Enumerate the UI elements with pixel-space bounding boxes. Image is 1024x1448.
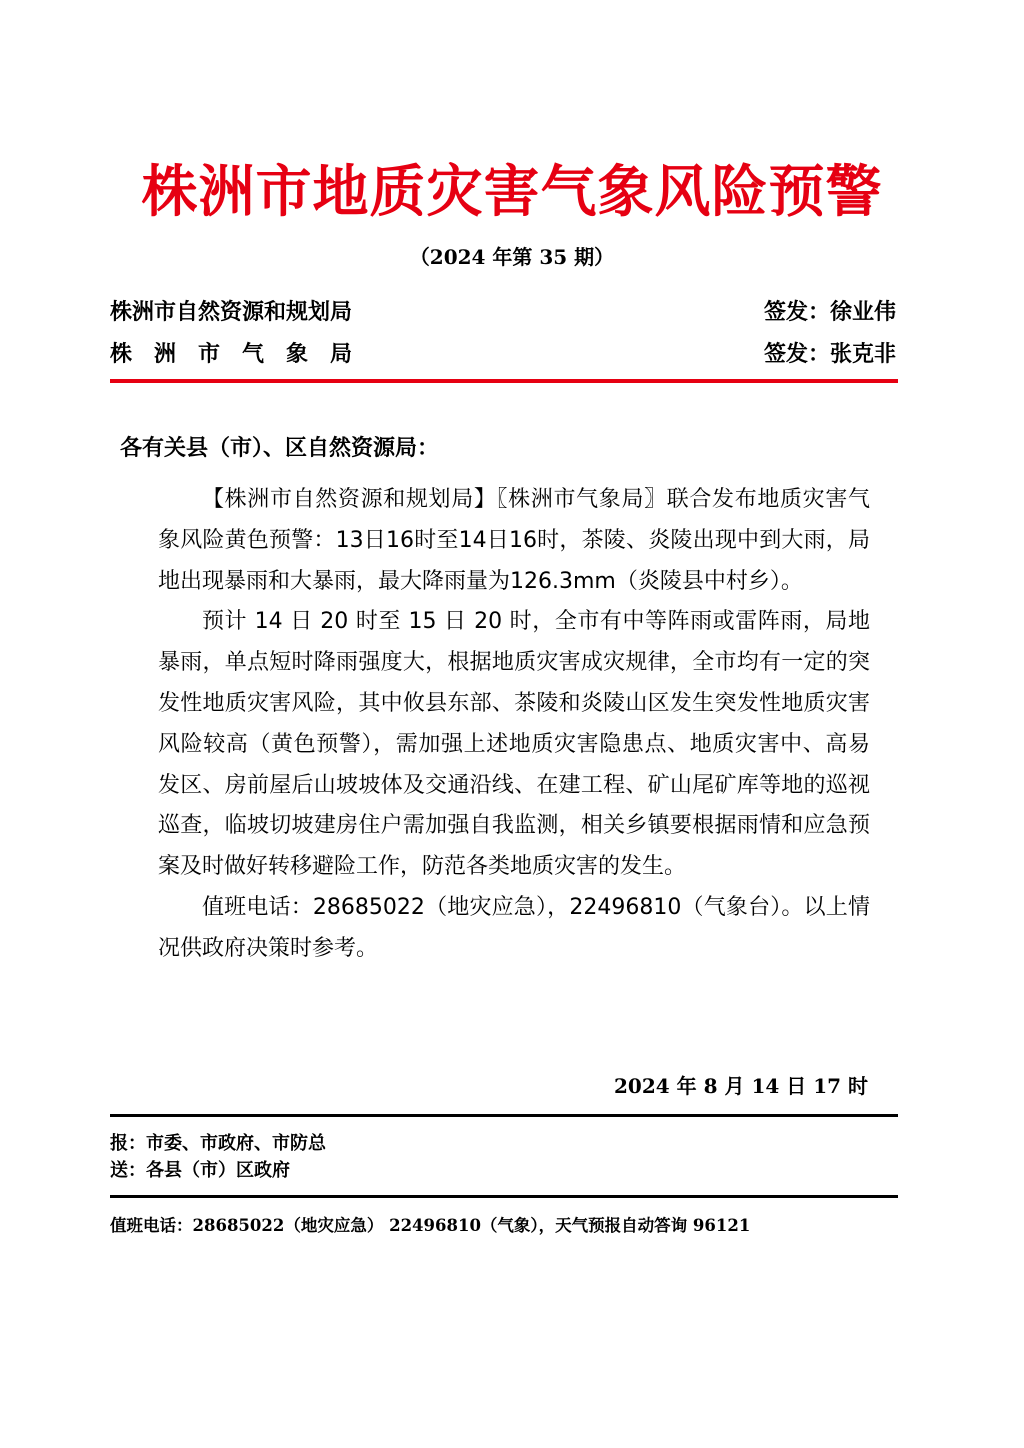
- issuer-signature: [764, 336, 896, 372]
- report-to: 报：市委、市政府、市防总: [110, 1133, 326, 1154]
- document-body: [158, 480, 870, 970]
- document-title: 株洲市地质灾害气象风险预警: [141, 159, 883, 225]
- issuer-org: 株洲市气象局: [110, 341, 375, 367]
- sign-label: 签发：: [763, 299, 830, 325]
- issuer-row-1: [110, 294, 896, 330]
- body-paragraph: 预计 14 日 20 时至 15 日 20 时，全市有中等阵雨或雷阵雨，局地暴雨，单点短时降雨强度大，根据地质灾害成灾规律，全市均有一定的突发性地质灾害风险，其中攸县东部、茶陵和炎陵山区发生突发性地质灾害风险较高（黄色预警），需加强上述地质灾害隐患点、地质灾害中、高易发区、房前屋后山坡坡体及交通沿线、在建工程、矿山尾矿库等地的巡视巡查，临坡切坡建房住户需加强自我监测，相关乡镇要根据雨情和应急预案及时做好转移避险工作，防范各类地质灾害的发生。: [158, 609, 870, 880]
- signer-name: 张克非: [829, 341, 896, 367]
- issuer-row-2: [110, 336, 896, 372]
- header-divider-red: [110, 379, 898, 383]
- distribution-divider-bottom: [110, 1195, 898, 1198]
- sign-date: 2024 年 8 月 14 日 17 时: [614, 1074, 868, 1098]
- duty-phone-footer: 值班电话：28685022（地灾应急） 22496810（气象），天气预报自动答询 96121: [110, 1216, 751, 1235]
- issuer-signature: [764, 294, 896, 330]
- issuer-org: 株洲市自然资源和规划局: [110, 299, 353, 325]
- distribution-divider-top: [110, 1114, 898, 1117]
- sign-label: 签发：: [763, 341, 830, 367]
- salutation: 各有关县（市）、区自然资源局：: [120, 435, 440, 461]
- issue-number: （2024 年第 35 期）: [409, 245, 615, 269]
- body-paragraph: 值班电话：28685022（地灾应急），22496810（气象台）。以上情况供政府决策时参考。: [158, 894, 870, 961]
- send-to: 送：各县（市）区政府: [110, 1160, 290, 1181]
- body-paragraph: 【株洲市自然资源和规划局】〖株洲市气象局〗联合发布地质灾害气象风险黄色预警：13日16时至14日16时，茶陵、炎陵出现中到大雨，局地出现暴雨和大暴雨，最大降雨量为126.3mm（炎陵县中村乡）。: [158, 487, 870, 594]
- signer-name: 徐业伟: [829, 299, 896, 325]
